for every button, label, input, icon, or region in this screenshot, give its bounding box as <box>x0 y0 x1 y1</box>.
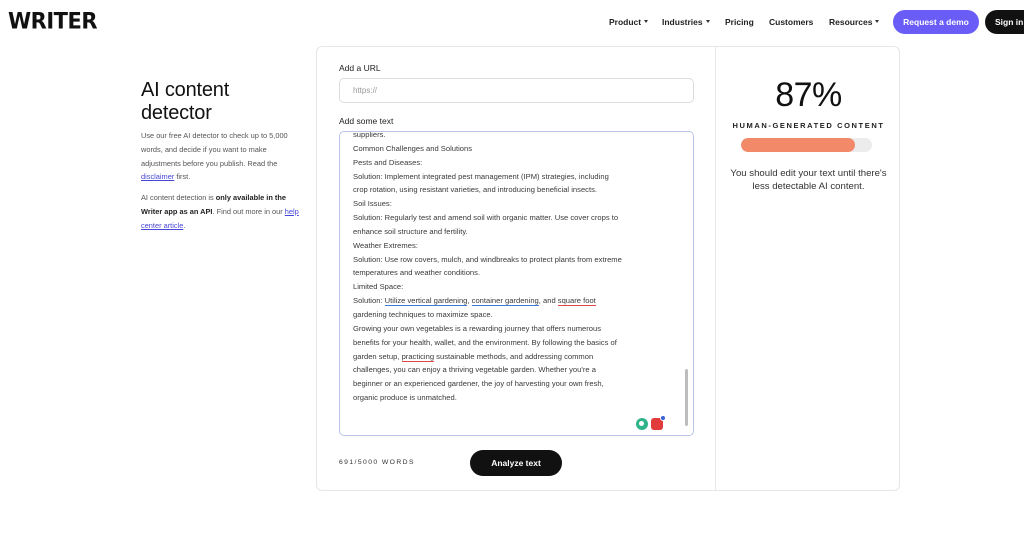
text-line: Solution: Implement integrated pest management (IPM) strategies, including <box>353 171 609 181</box>
result-progress-bar <box>741 138 872 152</box>
api-note-end: . <box>183 220 186 230</box>
text-content <box>353 131 673 405</box>
text-line: Soil Issues: <box>353 199 392 209</box>
result-advice: You should edit your text until there's less detectable AI content. <box>730 168 887 192</box>
chevron-down-icon <box>644 20 648 23</box>
textarea-scrollbar[interactable] <box>685 369 688 426</box>
chevron-down-icon <box>875 20 879 23</box>
nav-customers[interactable] <box>769 16 813 28</box>
nav-industries[interactable] <box>662 16 710 28</box>
nav-pricing[interactable] <box>725 16 754 28</box>
text-line: temperatures and weather conditions. <box>353 268 481 278</box>
text-line: garden setup, practicing sustainable methods, and addressing common <box>353 351 594 361</box>
nav-pricing-label: Pricing <box>725 17 754 27</box>
text-line: benefits for your health, wallet, and the environment. By following the basics of <box>353 337 617 347</box>
result-percentage: 87% <box>775 76 842 114</box>
request-demo-button[interactable]: Request a demo <box>893 10 979 34</box>
sign-in-button[interactable]: Sign in <box>985 10 1024 34</box>
url-input[interactable] <box>339 78 694 103</box>
page-title-line2: detector <box>141 102 212 124</box>
language-tool-icon[interactable] <box>651 418 663 430</box>
nav-industries-label: Industries <box>662 17 703 27</box>
text-line: suppliers. <box>353 131 386 139</box>
nav-resources-label: Resources <box>829 17 873 27</box>
nav-product[interactable] <box>609 16 648 28</box>
text-line: Solution: Utilize vertical gardening, container gardening, and square foot <box>353 296 596 306</box>
text-line: Pests and Diseases: <box>353 157 423 167</box>
intro-api-note <box>141 191 301 232</box>
result-panel <box>716 47 901 490</box>
writer-logo[interactable]: WRITER <box>8 8 97 34</box>
text-line: organic produce is unmatched. <box>353 393 457 403</box>
grammarly-icon[interactable] <box>636 418 648 430</box>
result-progress-fill <box>741 138 855 152</box>
analyze-text-button[interactable]: Analyze text <box>470 450 562 476</box>
text-label: Add some text <box>339 116 394 126</box>
text-line: gardening techniques to maximize space. <box>353 309 493 319</box>
help-center-link[interactable]: help center article <box>141 206 299 230</box>
text-input-area[interactable] <box>339 131 694 436</box>
intro-description <box>141 129 301 184</box>
text-line: Solution: Use row covers, mulch, and windbreaks to protect plants from extreme <box>353 254 622 264</box>
intro-section <box>141 79 301 233</box>
url-label: Add a URL <box>339 63 381 73</box>
text-line: challenges, you can enjoy a thriving vegetable garden. Whether you're a <box>353 365 596 375</box>
chevron-down-icon <box>706 20 710 23</box>
disclaimer-link[interactable]: disclaimer <box>141 172 175 182</box>
detector-card <box>316 46 900 491</box>
intro-text: Use our free AI detector to check up to 5,000 words, and decide if you want to make adjustments before you publish. Read the <box>141 131 288 168</box>
text-line: enhance soil structure and fertility. <box>353 226 468 236</box>
text-line: Growing your own vegetables is a rewarding journey that offers numerous <box>353 323 602 333</box>
result-label: HUMAN-GENERATED CONTENT <box>732 121 885 130</box>
text-line: Limited Space: <box>353 282 404 292</box>
text-line: beginner or an experienced gardener, the joy of harvesting your own fresh, <box>353 379 604 389</box>
text-line: Solution: Regularly test and amend soil with organic matter. Use cover crops to <box>353 213 619 223</box>
nav-resources[interactable] <box>829 16 879 28</box>
page-title-line1: AI content <box>141 79 230 101</box>
intro-text-end: first. <box>174 172 191 182</box>
spellcheck-mark[interactable]: practicing <box>401 351 435 361</box>
text-line: crop rotation, using resistant varieties, and introducing beneficial insects. <box>353 185 597 195</box>
text-line: Common Challenges and Solutions <box>353 143 473 153</box>
spellcheck-mark[interactable]: container gardening <box>471 296 539 306</box>
notification-badge <box>660 415 666 421</box>
api-note-mid: . Find out more in our <box>212 206 285 216</box>
api-note-text: AI content detection is <box>141 193 216 203</box>
api-note-bold: only available in the Writer app as an API <box>141 193 287 216</box>
grammar-tools <box>636 418 663 430</box>
nav-product-label: Product <box>609 17 642 27</box>
text-line: Weather Extremes: <box>353 240 418 250</box>
spellcheck-mark[interactable]: Utilize vertical gardening <box>384 296 468 306</box>
word-count: 691/5000 WORDS <box>339 459 415 466</box>
spellcheck-mark[interactable]: square foot <box>557 296 596 306</box>
nav-customers-label: Customers <box>769 17 814 27</box>
page-title <box>141 79 301 125</box>
